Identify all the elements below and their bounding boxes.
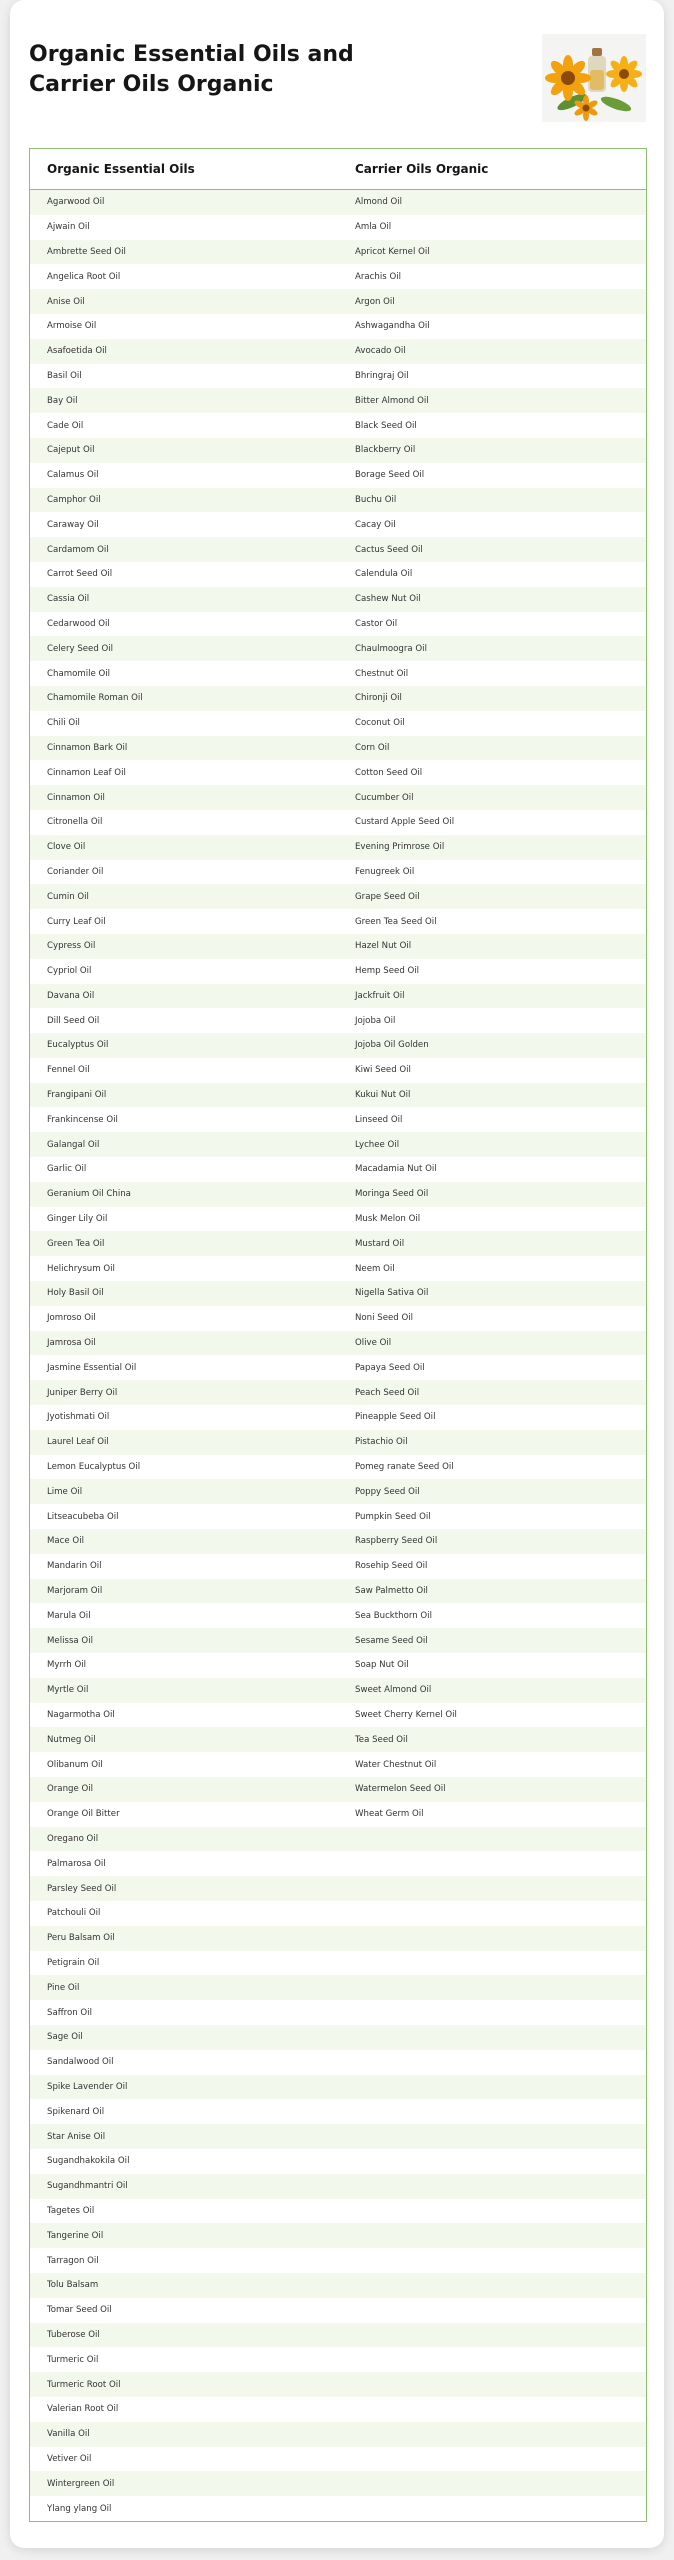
table-row <box>30 785 646 810</box>
table-row <box>30 1703 646 1728</box>
table-row <box>30 612 646 637</box>
table-row <box>30 2273 646 2298</box>
essential-oil-cell: Vetiver Oil <box>30 2447 338 2472</box>
essential-oil-cell: Coriander Oil <box>30 860 338 885</box>
carrier-oil-cell: Cucumber Oil <box>338 785 646 810</box>
essential-oil-cell: Frankincense Oil <box>30 1107 338 1132</box>
essential-oil-cell: Myrrh Oil <box>30 1653 338 1678</box>
carrier-oil-cell: Buchu Oil <box>338 488 646 513</box>
essential-oil-cell: Bay Oil <box>30 388 338 413</box>
essential-oil-cell: Orange Oil <box>30 1777 338 1802</box>
carrier-oil-cell <box>338 2223 646 2248</box>
table-row <box>30 2422 646 2447</box>
carrier-oil-cell: Soap Nut Oil <box>338 1653 646 1678</box>
essential-oil-cell: Clove Oil <box>30 835 338 860</box>
carrier-oil-cell: Chestnut Oil <box>338 661 646 686</box>
carrier-oil-cell: Almond Oil <box>338 190 646 215</box>
table-row <box>30 959 646 984</box>
table-row <box>30 2025 646 2050</box>
essential-oil-cell: Chamomile Oil <box>30 661 338 686</box>
essential-oil-cell: Lime Oil <box>30 1479 338 1504</box>
carrier-oil-cell: Lychee Oil <box>338 1132 646 1157</box>
carrier-oil-cell: Chaulmoogra Oil <box>338 636 646 661</box>
table-row <box>30 2397 646 2422</box>
essential-oil-cell: Ginger Lily Oil <box>30 1207 338 1232</box>
table-row <box>30 2248 646 2273</box>
carrier-oil-cell: Musk Melon Oil <box>338 1207 646 1232</box>
essential-oil-cell: Angelica Root Oil <box>30 264 338 289</box>
essential-oil-cell: Cinnamon Oil <box>30 785 338 810</box>
carrier-oil-cell: Grape Seed Oil <box>338 884 646 909</box>
table-row <box>30 1827 646 1852</box>
essential-oil-cell: Camphor Oil <box>30 488 338 513</box>
table-row <box>30 934 646 959</box>
essential-oil-cell: Juniper Berry Oil <box>30 1380 338 1405</box>
essential-oil-cell: Melissa Oil <box>30 1628 338 1653</box>
marigold-flowers-with-oil-bottle-image <box>542 34 646 122</box>
essential-oil-cell: Tomar Seed Oil <box>30 2298 338 2323</box>
carrier-oil-cell <box>338 2496 646 2521</box>
essential-oil-cell: Parsley Seed Oil <box>30 1876 338 1901</box>
essential-oil-cell: Celery Seed Oil <box>30 636 338 661</box>
table-row <box>30 289 646 314</box>
table-row <box>30 388 646 413</box>
essential-oil-cell: Orange Oil Bitter <box>30 1802 338 1827</box>
table-body <box>30 190 646 2521</box>
essential-oil-cell: Vanilla Oil <box>30 2422 338 2447</box>
table-row <box>30 1231 646 1256</box>
table-row <box>30 1579 646 1604</box>
table-row <box>30 1405 646 1430</box>
table-row <box>30 711 646 736</box>
essential-oil-cell: Cardamom Oil <box>30 537 338 562</box>
carrier-oil-cell <box>338 2422 646 2447</box>
essential-oil-cell: Holy Basil Oil <box>30 1281 338 1306</box>
table-row <box>30 240 646 265</box>
carrier-oil-cell <box>338 2050 646 2075</box>
carrier-oil-cell: Chironji Oil <box>338 686 646 711</box>
table-row <box>30 1455 646 1480</box>
carrier-oil-cell: Apricot Kernel Oil <box>338 240 646 265</box>
table-row <box>30 339 646 364</box>
column-header-essential-oils: Organic Essential Oils <box>30 149 338 190</box>
carrier-oil-cell: Argon Oil <box>338 289 646 314</box>
table-row <box>30 2199 646 2224</box>
essential-oil-cell: Tagetes Oil <box>30 2199 338 2224</box>
essential-oil-cell: Tarragon Oil <box>30 2248 338 2273</box>
essential-oil-cell: Sage Oil <box>30 2025 338 2050</box>
carrier-oil-cell <box>338 1851 646 1876</box>
carrier-oil-cell: Amla Oil <box>338 215 646 240</box>
carrier-oil-cell <box>338 2397 646 2422</box>
carrier-oil-cell: Mustard Oil <box>338 1231 646 1256</box>
table-row <box>30 1132 646 1157</box>
carrier-oil-cell <box>338 2124 646 2149</box>
carrier-oil-cell: Water Chestnut Oil <box>338 1752 646 1777</box>
column-header-carrier-oils: Carrier Oils Organic <box>338 149 646 190</box>
table-row <box>30 835 646 860</box>
essential-oil-cell: Garlic Oil <box>30 1157 338 1182</box>
table-row <box>30 1851 646 1876</box>
table-row <box>30 1628 646 1653</box>
carrier-oil-cell <box>338 2000 646 2025</box>
carrier-oil-cell: Sea Buckthorn Oil <box>338 1603 646 1628</box>
table-row <box>30 2174 646 2199</box>
essential-oil-cell: Cassia Oil <box>30 587 338 612</box>
essential-oil-cell: Valerian Root Oil <box>30 2397 338 2422</box>
essential-oil-cell: Sugandhmantri Oil <box>30 2174 338 2199</box>
essential-oil-cell: Eucalyptus Oil <box>30 1033 338 1058</box>
carrier-oil-cell: Cashew Nut Oil <box>338 587 646 612</box>
essential-oil-cell: Cedarwood Oil <box>30 612 338 637</box>
essential-oil-cell: Mandarin Oil <box>30 1554 338 1579</box>
table-row <box>30 2298 646 2323</box>
table-row <box>30 1355 646 1380</box>
carrier-oil-cell: Pomeg ranate Seed Oil <box>338 1455 646 1480</box>
carrier-oil-cell: Castor Oil <box>338 612 646 637</box>
table-row <box>30 463 646 488</box>
essential-oil-cell: Pine Oil <box>30 1975 338 2000</box>
carrier-oil-cell: Moringa Seed Oil <box>338 1182 646 1207</box>
carrier-oil-cell: Blackberry Oil <box>338 438 646 463</box>
essential-oil-cell: Litseacubeba Oil <box>30 1504 338 1529</box>
essential-oil-cell: Calamus Oil <box>30 463 338 488</box>
carrier-oil-cell: Ashwagandha Oil <box>338 314 646 339</box>
carrier-oil-cell: Papaya Seed Oil <box>338 1355 646 1380</box>
carrier-oil-cell <box>338 2149 646 2174</box>
table-row <box>30 1951 646 1976</box>
essential-oil-cell: Anise Oil <box>30 289 338 314</box>
table-row <box>30 1554 646 1579</box>
essential-oil-cell: Lemon Eucalyptus Oil <box>30 1455 338 1480</box>
page-title: Organic Essential Oils and Carrier Oils Organic <box>29 42 354 97</box>
essential-oil-cell: Sandalwood Oil <box>30 2050 338 2075</box>
essential-oil-cell: Basil Oil <box>30 364 338 389</box>
table-row <box>30 2447 646 2472</box>
table-row <box>30 1033 646 1058</box>
essential-oil-cell: Myrtle Oil <box>30 1678 338 1703</box>
carrier-oil-cell: Peach Seed Oil <box>338 1380 646 1405</box>
essential-oil-cell: Turmeric Root Oil <box>30 2372 338 2397</box>
carrier-oil-cell: Macadamia Nut Oil <box>338 1157 646 1182</box>
carrier-oil-cell <box>338 2248 646 2273</box>
table-row <box>30 1430 646 1455</box>
carrier-oil-cell: Linseed Oil <box>338 1107 646 1132</box>
table-row <box>30 537 646 562</box>
table-row <box>30 488 646 513</box>
table-row <box>30 2099 646 2124</box>
carrier-oil-cell: Pumpkin Seed Oil <box>338 1504 646 1529</box>
essential-oil-cell: Ylang ylang Oil <box>30 2496 338 2521</box>
table-row <box>30 1107 646 1132</box>
table-row <box>30 1975 646 2000</box>
essential-oil-cell: Asafoetida Oil <box>30 339 338 364</box>
table-row <box>30 1529 646 1554</box>
carrier-oil-cell: Poppy Seed Oil <box>338 1479 646 1504</box>
essential-oil-cell: Cade Oil <box>30 413 338 438</box>
essential-oil-cell: Jasmine Essential Oil <box>30 1355 338 1380</box>
oils-table-container <box>29 148 647 2522</box>
table-row <box>30 512 646 537</box>
essential-oil-cell: Cinnamon Bark Oil <box>30 736 338 761</box>
essential-oil-cell: Dill Seed Oil <box>30 1008 338 1033</box>
carrier-oil-cell: Cacay Oil <box>338 512 646 537</box>
essential-oil-cell: Mace Oil <box>30 1529 338 1554</box>
oils-table <box>30 149 646 2521</box>
carrier-oil-cell: Pineapple Seed Oil <box>338 1405 646 1430</box>
carrier-oil-cell: Borage Seed Oil <box>338 463 646 488</box>
carrier-oil-cell: Arachis Oil <box>338 264 646 289</box>
table-row <box>30 1603 646 1628</box>
table-row <box>30 2347 646 2372</box>
carrier-oil-cell: Neem Oil <box>338 1256 646 1281</box>
carrier-oil-cell: Fenugreek Oil <box>338 860 646 885</box>
carrier-oil-cell: Evening Primrose Oil <box>338 835 646 860</box>
essential-oil-cell: Cypress Oil <box>30 934 338 959</box>
essential-oil-cell: Cajeput Oil <box>30 438 338 463</box>
table-row <box>30 2496 646 2521</box>
table-row <box>30 2075 646 2100</box>
carrier-oil-cell: Rosehip Seed Oil <box>338 1554 646 1579</box>
carrier-oil-cell: Jojoba Oil Golden <box>338 1033 646 1058</box>
table-row <box>30 860 646 885</box>
table-row <box>30 1504 646 1529</box>
carrier-oil-cell: Kiwi Seed Oil <box>338 1058 646 1083</box>
table-row <box>30 736 646 761</box>
essential-oil-cell: Caraway Oil <box>30 512 338 537</box>
essential-oil-cell: Chamomile Roman Oil <box>30 686 338 711</box>
essential-oil-cell: Frangipani Oil <box>30 1083 338 1108</box>
table-row <box>30 661 646 686</box>
table-row <box>30 1777 646 1802</box>
table-row <box>30 2149 646 2174</box>
table-row <box>30 1901 646 1926</box>
table-row <box>30 314 646 339</box>
carrier-oil-cell: Avocado Oil <box>338 339 646 364</box>
table-row <box>30 2471 646 2496</box>
essential-oil-cell: Patchouli Oil <box>30 1901 338 1926</box>
essential-oil-cell: Olibanum Oil <box>30 1752 338 1777</box>
carrier-oil-cell <box>338 1827 646 1852</box>
table-row <box>30 1157 646 1182</box>
carrier-oil-cell: Coconut Oil <box>338 711 646 736</box>
table-row <box>30 1752 646 1777</box>
content-card <box>10 0 664 2548</box>
carrier-oil-cell: Corn Oil <box>338 736 646 761</box>
carrier-oil-cell: Hazel Nut Oil <box>338 934 646 959</box>
essential-oil-cell: Peru Balsam Oil <box>30 1926 338 1951</box>
table-row <box>30 810 646 835</box>
essential-oil-cell: Nutmeg Oil <box>30 1727 338 1752</box>
essential-oil-cell: Agarwood Oil <box>30 190 338 215</box>
essential-oil-cell: Cinnamon Leaf Oil <box>30 760 338 785</box>
table-row <box>30 2124 646 2149</box>
table-row <box>30 1306 646 1331</box>
carrier-oil-cell: Bitter Almond Oil <box>338 388 646 413</box>
carrier-oil-cell: Kukui Nut Oil <box>338 1083 646 1108</box>
essential-oil-cell: Marjoram Oil <box>30 1579 338 1604</box>
table-row <box>30 1727 646 1752</box>
table-row <box>30 562 646 587</box>
carrier-oil-cell: Pistachio Oil <box>338 1430 646 1455</box>
carrier-oil-cell <box>338 1951 646 1976</box>
table-row <box>30 1802 646 1827</box>
essential-oil-cell: Davana Oil <box>30 984 338 1009</box>
carrier-oil-cell: Jojoba Oil <box>338 1008 646 1033</box>
essential-oil-cell: Turmeric Oil <box>30 2347 338 2372</box>
carrier-oil-cell: Black Seed Oil <box>338 413 646 438</box>
table-row <box>30 264 646 289</box>
essential-oil-cell: Galangal Oil <box>30 1132 338 1157</box>
essential-oil-cell: Green Tea Oil <box>30 1231 338 1256</box>
table-row <box>30 1678 646 1703</box>
essential-oil-cell: Helichrysum Oil <box>30 1256 338 1281</box>
essential-oil-cell: Cumin Oil <box>30 884 338 909</box>
carrier-oil-cell: Bhringraj Oil <box>338 364 646 389</box>
carrier-oil-cell: Green Tea Seed Oil <box>338 909 646 934</box>
carrier-oil-cell: Sweet Cherry Kernel Oil <box>338 1703 646 1728</box>
carrier-oil-cell <box>338 1901 646 1926</box>
table-row <box>30 1182 646 1207</box>
essential-oil-cell: Chili Oil <box>30 711 338 736</box>
carrier-oil-cell: Sesame Seed Oil <box>338 1628 646 1653</box>
essential-oil-cell: Nagarmotha Oil <box>30 1703 338 1728</box>
essential-oil-cell: Sugandhakokila Oil <box>30 2149 338 2174</box>
table-row <box>30 190 646 215</box>
essential-oil-cell: Carrot Seed Oil <box>30 562 338 587</box>
table-row <box>30 1380 646 1405</box>
essential-oil-cell: Armoise Oil <box>30 314 338 339</box>
carrier-oil-cell: Noni Seed Oil <box>338 1306 646 1331</box>
table-row <box>30 1876 646 1901</box>
table-row <box>30 884 646 909</box>
table-row <box>30 1479 646 1504</box>
carrier-oil-cell <box>338 2298 646 2323</box>
essential-oil-cell: Saffron Oil <box>30 2000 338 2025</box>
essential-oil-cell: Jomroso Oil <box>30 1306 338 1331</box>
carrier-oil-cell <box>338 2075 646 2100</box>
table-row <box>30 1058 646 1083</box>
table-row <box>30 909 646 934</box>
essential-oil-cell: Tangerine Oil <box>30 2223 338 2248</box>
table-row <box>30 2372 646 2397</box>
table-row <box>30 686 646 711</box>
carrier-oil-cell: Cactus Seed Oil <box>338 537 646 562</box>
table-row <box>30 215 646 240</box>
carrier-oil-cell <box>338 2273 646 2298</box>
carrier-oil-cell <box>338 1926 646 1951</box>
essential-oil-cell: Citronella Oil <box>30 810 338 835</box>
essential-oil-cell: Laurel Leaf Oil <box>30 1430 338 1455</box>
essential-oil-cell: Star Anise Oil <box>30 2124 338 2149</box>
carrier-oil-cell <box>338 2347 646 2372</box>
table-row <box>30 364 646 389</box>
essential-oil-cell: Jyotishmati Oil <box>30 1405 338 1430</box>
table-row <box>30 2223 646 2248</box>
table-row <box>30 1926 646 1951</box>
carrier-oil-cell: Sweet Almond Oil <box>338 1678 646 1703</box>
table-header-row <box>30 149 646 190</box>
essential-oil-cell: Curry Leaf Oil <box>30 909 338 934</box>
carrier-oil-cell: Saw Palmetto Oil <box>338 1579 646 1604</box>
essential-oil-cell: Cypriol Oil <box>30 959 338 984</box>
essential-oil-cell: Tuberose Oil <box>30 2323 338 2348</box>
carrier-oil-cell <box>338 1975 646 2000</box>
carrier-oil-cell <box>338 2372 646 2397</box>
table-row <box>30 1008 646 1033</box>
carrier-oil-cell <box>338 2323 646 2348</box>
essential-oil-cell: Marula Oil <box>30 1603 338 1628</box>
carrier-oil-cell <box>338 2174 646 2199</box>
carrier-oil-cell <box>338 1876 646 1901</box>
essential-oil-cell: Jamrosa Oil <box>30 1331 338 1356</box>
table-row <box>30 1653 646 1678</box>
table-row <box>30 1331 646 1356</box>
table-row <box>30 2050 646 2075</box>
table-row <box>30 2323 646 2348</box>
table-row <box>30 984 646 1009</box>
table-row <box>30 1083 646 1108</box>
carrier-oil-cell: Olive Oil <box>338 1331 646 1356</box>
carrier-oil-cell: Wheat Germ Oil <box>338 1802 646 1827</box>
essential-oil-cell: Tolu Balsam <box>30 2273 338 2298</box>
carrier-oil-cell: Jackfruit Oil <box>338 984 646 1009</box>
carrier-oil-cell: Raspberry Seed Oil <box>338 1529 646 1554</box>
essential-oil-cell: Geranium Oil China <box>30 1182 338 1207</box>
essential-oil-cell: Spike Lavender Oil <box>30 2075 338 2100</box>
essential-oil-cell: Oregano Oil <box>30 1827 338 1852</box>
table-row <box>30 2000 646 2025</box>
carrier-oil-cell: Tea Seed Oil <box>338 1727 646 1752</box>
essential-oil-cell: Petigrain Oil <box>30 1951 338 1976</box>
table-row <box>30 1256 646 1281</box>
carrier-oil-cell <box>338 2025 646 2050</box>
table-row <box>30 1207 646 1232</box>
carrier-oil-cell <box>338 2099 646 2124</box>
carrier-oil-cell <box>338 2199 646 2224</box>
essential-oil-cell: Palmarosa Oil <box>30 1851 338 1876</box>
carrier-oil-cell <box>338 2447 646 2472</box>
table-row <box>30 636 646 661</box>
table-row <box>30 587 646 612</box>
carrier-oil-cell: Calendula Oil <box>338 562 646 587</box>
carrier-oil-cell <box>338 2471 646 2496</box>
essential-oil-cell: Wintergreen Oil <box>30 2471 338 2496</box>
carrier-oil-cell: Nigella Sativa Oil <box>338 1281 646 1306</box>
essential-oil-cell: Ajwain Oil <box>30 215 338 240</box>
table-row <box>30 413 646 438</box>
table-row <box>30 760 646 785</box>
essential-oil-cell: Ambrette Seed Oil <box>30 240 338 265</box>
carrier-oil-cell: Hemp Seed Oil <box>338 959 646 984</box>
table-row <box>30 1281 646 1306</box>
essential-oil-cell: Spikenard Oil <box>30 2099 338 2124</box>
table-row <box>30 438 646 463</box>
carrier-oil-cell: Custard Apple Seed Oil <box>338 810 646 835</box>
carrier-oil-cell: Cotton Seed Oil <box>338 760 646 785</box>
carrier-oil-cell: Watermelon Seed Oil <box>338 1777 646 1802</box>
essential-oil-cell: Fennel Oil <box>30 1058 338 1083</box>
